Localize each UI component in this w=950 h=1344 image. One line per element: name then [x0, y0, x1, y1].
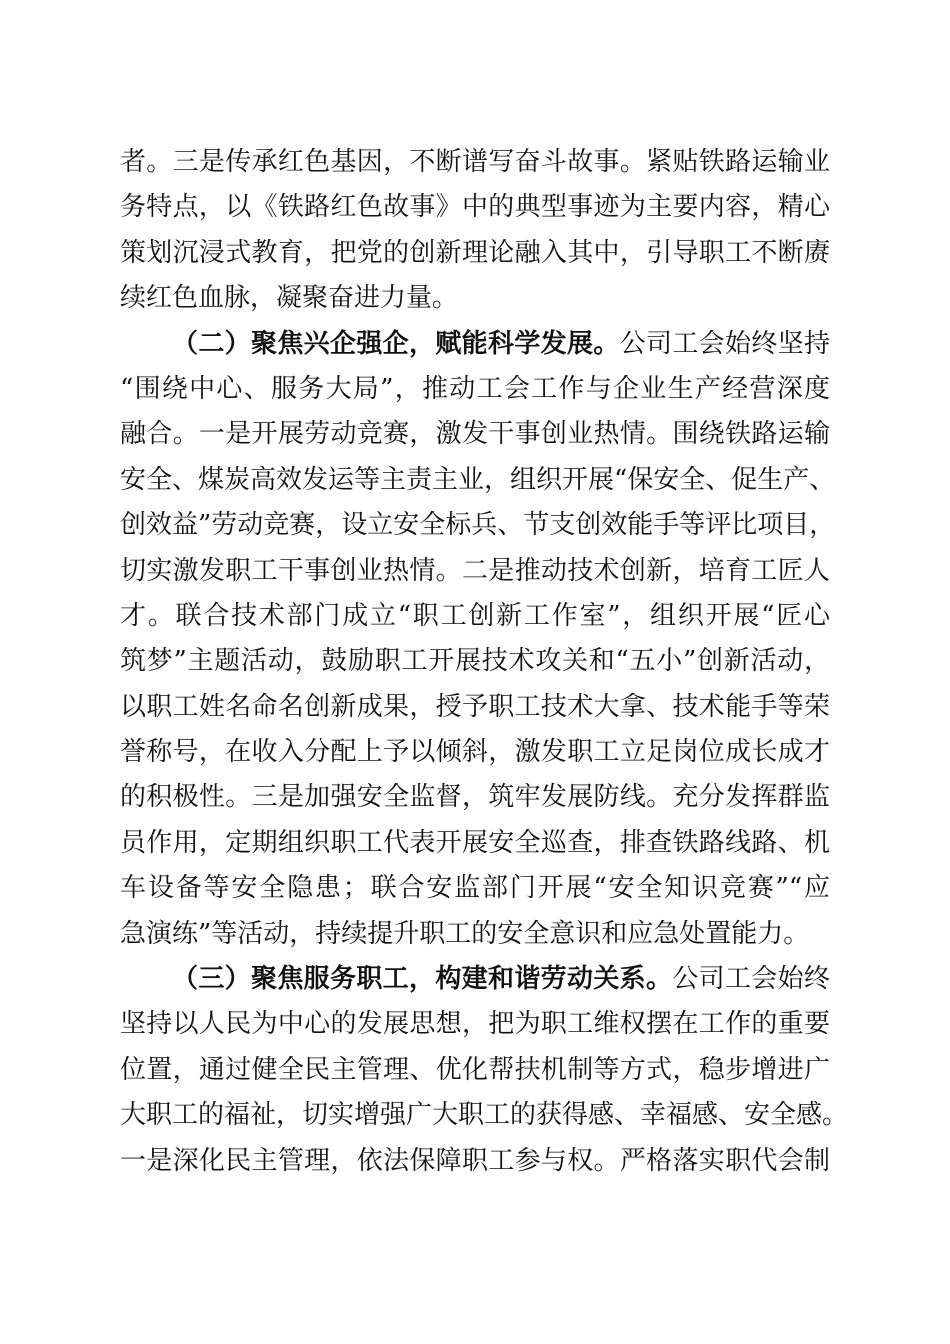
paragraph-first-line [120, 322, 830, 367]
text-line: 位置，通过健全民主管理、优化帮扶机制等方式，稳步增进广 [120, 1054, 830, 1085]
text-line: 续红色血脉，凝聚奋进力量。 [120, 283, 459, 314]
section-heading: （三）聚焦服务职工，构建和谐劳动关系。 [172, 964, 673, 995]
text-line: 创效益”劳动竞赛，设立安全标兵、节支创效能手等评比项目， [120, 510, 836, 541]
text-run: 公司工会始终坚持 [619, 328, 830, 359]
text-line: 以职工姓名命名创新成果，授予职工技术大拿、技术能手等荣 [120, 691, 830, 722]
section-heading: （二）聚焦兴企强企，赋能科学发展。 [172, 328, 620, 359]
text-line: 誉称号，在收入分配上予以倾斜，激发职工立足岗位成长成才 [120, 737, 830, 768]
text-run: 公司工会始终 [672, 964, 830, 995]
text-line: 务特点，以《铁路红色故事》中的典型事迹为主要内容，精心 [120, 192, 830, 223]
text-line: 员作用，定期组织职工代表开展安全巡查，排查铁路线路、机 [120, 827, 830, 858]
text-line: “围绕中心、服务大局”，推动工会工作与企业生产经营深度 [120, 373, 830, 404]
text-line: 安全、煤炭高效发运等主责主业，组织开展“保安全、促生产、 [120, 464, 836, 495]
text-line: 切实激发职工干事创业热情。二是推动技术创新，培育工匠人 [120, 555, 830, 586]
text-line: 车设备等安全隐患；联合安监部门开展“安全知识竞赛”“应 [120, 873, 830, 904]
text-line: 融合。一是开展劳动竞赛，激发干事创业热情。围绕铁路运输 [120, 419, 830, 450]
text-line: 急演练”等活动，持续提升职工的安全意识和应急处置能力。 [120, 918, 810, 949]
paragraph-first-line [120, 957, 830, 1002]
text-line: 策划沉浸式教育，把党的创新理论融入其中，引导职工不断赓 [120, 237, 830, 268]
text-line: 一是深化民主管理，依法保障职工参与权。严格落实职代会制 [120, 1145, 830, 1176]
text-line: 者。三是传承红色基因，不断谱写奋斗故事。紧贴铁路运输业 [120, 147, 830, 177]
text-line: 的积极性。三是加强安全监督，筑牢发展防线。充分发挥群监 [120, 782, 830, 813]
paragraph-2 [120, 322, 836, 957]
paragraph-3 [120, 957, 849, 1184]
text-line: 才。联合技术部门成立“职工创新工作室”，组织开展“匠心 [120, 600, 830, 631]
body-text [120, 140, 849, 1184]
text-line: 大职工的福祉，切实增强广大职工的获得感、幸福感、安全感。 [120, 1100, 849, 1131]
text-line: 筑梦”主题活动，鼓励职工开展技术攻关和“五小”创新活动， [120, 646, 830, 677]
text-line: 坚持以人民为中心的发展思想，把为职工维权摆在工作的重要 [120, 1009, 830, 1040]
paragraph-1 [120, 140, 830, 322]
